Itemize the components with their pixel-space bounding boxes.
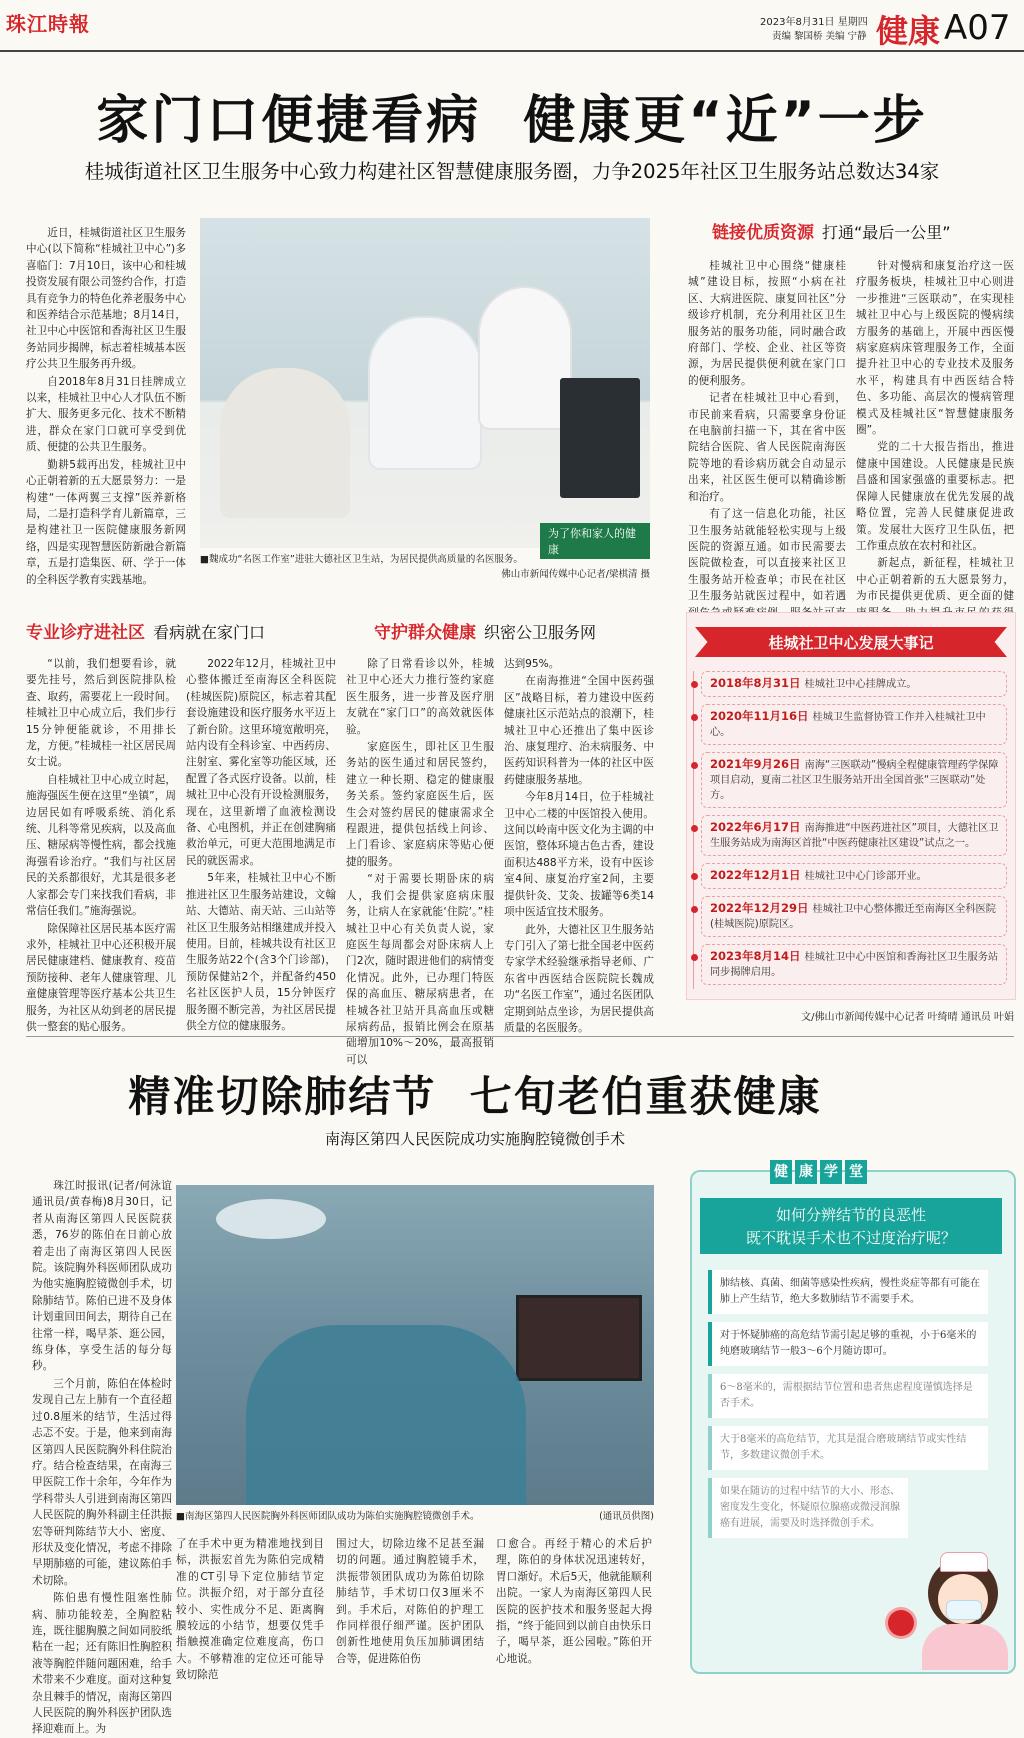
page-number: A07 bbox=[944, 8, 1011, 48]
timeline-event bbox=[701, 704, 1007, 745]
answer-card: 肺结核、真菌、细菌等感染性疾病，慢性炎症等都有可能在肺上产生结节，绝大多数肺结节不需要手术。 bbox=[708, 1270, 988, 1314]
body-para: 家庭医生，即社区卫生服务站的医生通过和居民签约，建立一种长期、稳定的健康服务关系。签约家庭医生后，医生会对签约居民的健康需求全程跟进，提供包括线上问诊、上门看诊、家庭病床等贴心便捷的服务。 bbox=[346, 741, 494, 868]
answer-card: 对于怀疑肺癌的高危结节需引起足够的重视，小于6毫米的纯磨玻璃结节一般3～6个月随访即可。 bbox=[708, 1322, 988, 1366]
body-para: 记者在桂城社卫中心看到，市民前来看病，只需要拿身份证在电脑前扫描一下，其在省中医院结合医院、省人民医院南海医院等地的看诊病历就会自动显示出来，社区医生便可以精确诊断和治疗。 bbox=[688, 392, 846, 503]
virus-illustration bbox=[888, 1610, 914, 1636]
section-link-black: 打通“最后一公里” bbox=[822, 223, 951, 242]
timeline-event bbox=[701, 944, 1007, 985]
badge-char: 健 bbox=[770, 1160, 792, 1184]
timeline-event bbox=[701, 863, 1007, 889]
badge-char: 学 bbox=[820, 1160, 842, 1184]
event-date: 2020年11月16日 bbox=[710, 709, 809, 723]
event-text: 桂城社卫中心门诊部开业。 bbox=[804, 871, 927, 882]
answer-card: 6～8毫米的，需根据结节位置和患者焦虑程度谨慎选择是否手术。 bbox=[708, 1374, 988, 1418]
body-para: 达到95%。 bbox=[504, 658, 560, 670]
photo-sign: 为了你和家人的健康 bbox=[540, 523, 650, 559]
section-guard-red: 守护群众健康 bbox=[374, 623, 476, 643]
event-text: 桂城社卫中心整体搬迁至南海区全科医院(桂城医院)原院区。 bbox=[710, 904, 996, 930]
photo-surgeons bbox=[246, 1325, 526, 1505]
surgery-photo-credit: (通讯员供图) bbox=[599, 1511, 654, 1522]
question-line-2: 既不耽误手术也不过度治疗呢？ bbox=[745, 1229, 956, 1247]
section-specialist-heading bbox=[26, 618, 265, 643]
body-para: 除了日常看诊以外，桂城社卫中心还大力推行签约家庭医生服务，进一步普及医疗朋友就在“家门口”的高效就医体验。 bbox=[346, 658, 494, 736]
section-link-col-a bbox=[688, 258, 846, 603]
clinic-photo-credit: 佛山市新闻传媒中心记者/梁棋清 摄 bbox=[501, 569, 650, 580]
intro-para: 近日，桂城街道社区卫生服务中心(以下简称“桂城社卫中心”)多喜临门：7月10日，该中心和桂城投资发展有限公司签约合作，打造具有竞争力的特色化养老服务中心和医养结合示范基地；8月14日，社卫中心中医馆和香海社区卫生服务站同步揭牌，标志着桂城基本医疗公共卫生服务再升级。 bbox=[26, 227, 186, 371]
timeline-event bbox=[701, 671, 1007, 697]
weekday-text: 星期四 bbox=[837, 17, 868, 28]
body-para: 党的二十大报告指出，推进健康中国建设。人民健康是民族昌盛和国家强盛的重要标志。把保障人民健康放在优先发展的战略位置，完善人民健康促进政策。发展壮大医疗卫生队伍，把工作重点放在农村和社区。 bbox=[856, 441, 1014, 552]
health-class-answers bbox=[708, 1270, 988, 1546]
body-para: “以前，我们想要看诊，就要先挂号，然后到医院排队检查、取药，需要花上一段时间。桂城社卫中心成立后，我们步行15分钟便能就诊，不用排长龙，方便。”桂城桂一社区居民周女士说。 bbox=[26, 658, 176, 769]
section-specialist-col-a bbox=[26, 656, 176, 1033]
masthead-rule bbox=[0, 50, 1024, 52]
section-link-red: 链接优质资源 bbox=[712, 223, 814, 243]
timeline-title: 桂城社卫中心发展大事记 bbox=[768, 634, 934, 652]
badge-char: 康 bbox=[795, 1160, 817, 1184]
body-para: 今年8月14日，位于桂城社卫中心二楼的中医馆投入使用。这间以岭南中医文化为主调的中医馆，整体环境古色古香，建设面积达488平方米，设有中医诊室4间、康复治疗室2间，主要提供针灸、艾灸、拔罐等6类14项中医适宜技术服务。 bbox=[504, 791, 654, 919]
nurse-mask bbox=[946, 1600, 982, 1620]
section-specialist-col-b bbox=[186, 656, 336, 1032]
photo-doctor bbox=[370, 318, 480, 468]
photo-patient bbox=[220, 368, 350, 518]
timeline-list bbox=[687, 671, 1015, 992]
body-para: 除保障社区居民基本医疗需求外，桂城社卫中心还积极开展居民健康建档、健康教育、疫苗预防接种、老年人健康管理、儿童健康管理等医疗基本公共卫生服务，为社区从幼到老的居民提供一整套的贴心服务。 bbox=[26, 922, 176, 1033]
nurse-illustration bbox=[918, 1552, 1012, 1670]
section-link-col-b bbox=[856, 258, 1014, 603]
event-text: 桂城社卫中心中医馆和香海社区卫生服务站同步揭牌启用。 bbox=[710, 952, 999, 978]
paper-logo: 珠江時報 bbox=[6, 12, 90, 36]
nurse-uniform bbox=[922, 1624, 1008, 1670]
photo-nurse bbox=[480, 288, 570, 428]
intro-para: 勤耕5载再出发，桂城社卫中心正朝着新的五大愿景努力：一是构建“一体两翼三支撑”医养新格局，二是打造科学育儿新篇章，三是构建社卫一医院健康服务新网络，四是实现智慧医防新融合新篇章，五是打造集医、研、学于一体的全科医学教育实践基地。 bbox=[26, 458, 186, 586]
body-para: 在南海推进“全国中医药强区”战略目标，着力建设中医药健康社区示范站点的浪潮下，桂城社卫中心还推出了集中医诊治、康复理疗、治未病服务、中医药知识科普为一体的社区中医药健康服务基地。 bbox=[504, 675, 654, 786]
issue-date bbox=[760, 13, 868, 28]
event-date: 2022年12月1日 bbox=[710, 868, 801, 882]
body-para: 2022年12月，桂城社卫中心整体搬迁至南海区全科医院(桂城医院)原院区，标志着其配套设施建设和医疗服务水平迈上了新台阶。这里环境宽敞明亮，站内设有全科诊室、中西药房、注射室、雾化室等功能区域，还配置了各式医疗设备。以前，桂城社卫中心没有开设检测服务，现在，这里新增了血液检测设备、心电图机，并正在创建胸痛救治单元，可更大范围地满足市民的就医需求。 bbox=[186, 658, 336, 867]
answer-card: 大于8毫米的高危结节，尤其是混合磨玻璃结节或实性结节，多数建议微创手术。 bbox=[708, 1426, 988, 1470]
section-guard-col-a bbox=[346, 656, 494, 1066]
timeline-event bbox=[701, 752, 1007, 808]
photo-screen bbox=[516, 1295, 642, 1381]
body-para: 围过大，切除边缘不足甚至漏切的问题。通过胸腔镜手术，洪振带领团队成功为陈伯切除肺结节，手术切口仅3厘米不到。手术后，对陈伯的护理工作同样很仔细严谨。医护团队创新性地使用负压加肺调团结合等，促进陈伯伤 bbox=[336, 1538, 484, 1665]
section-specialist-red: 专业诊疗进社区 bbox=[26, 623, 145, 643]
section-link-heading bbox=[712, 218, 951, 243]
timeline-event bbox=[701, 815, 1007, 856]
body-para: “对于需要长期卧床的病人，我们会提供家庭病床服务，让病人在家就能‘住院’。”桂城社卫中心有关负责人说，家庭医生每周都会对卧床病人上门2次，随时跟进他们的病情变化情况。此外，已办理门特医保的高血压、糖尿病患者，在桂城各社卫站开具高血压或糖尿病药品，报销比例会在原基础增加10%～20%，最高报销可以 bbox=[346, 873, 494, 1066]
section-guard-black: 织密公卫服务网 bbox=[484, 623, 597, 642]
story1-subhead: 桂城街道社区卫生服务中心致力构建社区智慧健康服务圈，力争2025年社区卫生服务站总数达34家 bbox=[84, 160, 940, 183]
body-para: 三个月前，陈伯在体检时发现自己左上肺有一个直径超过0.8厘米的结节，生活过得忐忑不安。于是，他来到南海区第四人民医院胸外科住院治疗。结合检查结果，在南海三甲医院工作十余年，今年作为学科带头人引进到南海区第四人民医院的胸外科副主任洪振宏等研判陈结节大小、密度、形状及变化情况，考虑不排除早期肺癌的可能，建议陈伯手术切除。 bbox=[32, 1377, 172, 1587]
question-line-1: 如何分辨结节的良恶性 bbox=[775, 1206, 926, 1224]
story2-bottom-col-3 bbox=[496, 1536, 652, 1674]
body-para: 陈伯患有慢性阻塞性肺病、肺功能较差，全胸腔粘连，既往腿胸膜之间如同胶纸粘在一起；还有陈旧性胸腔积液等胸腔伴随问题困难，给手术带来不少难度。面对这种复杂且棘手的情况，南海区第四人民医院的胸外科医护团队选择迎难而上。为 bbox=[32, 1592, 172, 1736]
health-class-badge bbox=[770, 1160, 867, 1184]
event-date: 2022年12月29日 bbox=[710, 901, 809, 915]
section-guard-col-b bbox=[504, 656, 654, 1034]
byline: 文/佛山市新闻传媒中心记者 叶绮晴 通讯员 叶娟 bbox=[801, 1012, 1014, 1023]
body-para: 口愈合。再经于精心的术后护理，陈伯的身体状况迅速转好，胃口渐好。术后5天，他就能顺利出院。一家人为南海区第四人民医院的医护技术和服务竖起大拇指，“终于能回到以前自由快乐日子，喝早茶，逛公园啦。”陈伯开心地说。 bbox=[496, 1538, 652, 1665]
event-date: 2018年8月31日 bbox=[710, 676, 801, 690]
event-date: 2021年9月26日 bbox=[710, 757, 801, 771]
event-date: 2023年8月14日 bbox=[710, 949, 801, 963]
event-text: 桂城社卫中心挂牌成立。 bbox=[804, 679, 917, 690]
health-class-question bbox=[700, 1198, 1002, 1254]
event-text: 南海“三医联动”慢病全程健康管理药学保障项目启动，夏南二社区卫生服务站开出全国首张“三医联动”处方。 bbox=[710, 760, 999, 801]
intro-para: 自2018年8月31日挂牌成立以来，桂城社卫中心人才队伍不断扩大、服务更多元化、技术不断精进，群众在家门口就可享受到优质、便捷的公共卫生服务。 bbox=[26, 375, 186, 454]
story1-headline: 家门口便捷看病 健康更“近”一步 bbox=[96, 91, 928, 151]
body-para: 新起点，新征程，桂城社卫中心正朝着新的五大愿景努力，为市民提供更优质、更全面的健 bbox=[856, 557, 1014, 603]
photo-monitor bbox=[560, 378, 640, 498]
body-para: 自桂城社卫中心成立时起，施海强医生便在这里“坐镇”，周边居民如有呼吸系统、消化系统、儿科等常见疾病，以及高血压、糖尿病等慢性病，都会找施海强看诊治疗。“我们与社区居民的关系都很好，尤其是很多老人家都会专门来找我们看病，非常信任我们。”施海强说。 bbox=[26, 773, 176, 918]
timeline-box bbox=[686, 612, 1016, 1000]
masthead bbox=[0, 0, 1024, 52]
photo-surgical-light bbox=[216, 1199, 326, 1239]
surgery-photo-caption: ■南海区第四人民医院胸外科医师团队成功为陈伯实施胸腔镜微创手术。 bbox=[176, 1511, 480, 1522]
body-para: 针对慢病和康复治疗这一医疗服务板块，桂城社卫中心则进一步推进“三医联动”，在实现桂城社卫中心与上级医院的慢病续方服务的基础上，开展中西医慢病家庭病床管理服务工作，全面提升社卫中心的专业技术及服务水平，构建具有中西医结合特色、多功能、高层次的慢病管理模式及桂城社区“智慧健康服务圈”。 bbox=[856, 260, 1014, 437]
surgery-photo bbox=[176, 1185, 654, 1505]
timeline-event bbox=[701, 896, 1007, 937]
section-guard-heading bbox=[374, 618, 596, 643]
answer-card: 如果在随访的过程中结节的大小、形态、密度发生变化，怀疑原位腺癌或微浸润腺癌有进展，需要及时选择微创手术。 bbox=[708, 1478, 908, 1538]
story2-bottom-col-1 bbox=[176, 1536, 324, 1682]
body-para: 有了这一信息化功能，社区卫生服务站就能轻松实现与上级医院的资源互通。如市民需要去医院做检查，可以直接来社区卫生服务站开检查单；市民在社区卫生服务站就医过程中，如若遇 bbox=[688, 508, 846, 603]
nurse-cap bbox=[940, 1552, 988, 1572]
event-text: 南海推进“中医药进社区”项目，大德社区卫生服务站成为南海区首批“中医药健康社区建设”试点之一。 bbox=[710, 823, 999, 849]
section-specialist-black: 看病就在家门口 bbox=[153, 623, 266, 642]
body-para: 桂城社卫中心围绕“健康桂城”建设目标，按照“小病在社区、大病进医院、康复回社区”分级诊疗机制，充分利用社区卫生服务站的服务功能，同时融合政府部门、学校、企业、社区等资源，为居民提供便利就在家门口的便利服务。 bbox=[688, 260, 846, 387]
badge-char: 堂 bbox=[845, 1160, 867, 1184]
section-name: 健康 bbox=[876, 12, 941, 50]
date-text: 2023年8月31日 bbox=[760, 17, 835, 28]
body-para: 5年来，桂城社卫中心不断推进社区卫生服务站建设，文翰站、大德站、南天站、三山站等社区卫生服务站相继建成并投入使用。目前，桂城共设有社区卫生服务站22个(含3个门诊部)，预防保健站2个，并配备约450名社区医护人员，15分钟医疗服务圈不断完善，为社区居民提供全方位的健康服务。 bbox=[186, 872, 336, 1032]
story2-subhead: 南海区第四人民医院成功实施胸腔镜微创手术 bbox=[324, 1130, 625, 1148]
event-date: 2022年6月17日 bbox=[710, 820, 801, 834]
body-para: 珠江时报讯(记者/何泳谊 通讯员/黄春梅)8月30日，记者从南海区第四人民医院获悉，76岁的陈伯在日前心放着走出了南海区第四人民医院。该院胸外科医师团队成功为他实施胸腔镜微创手术，切除肺结节。陈伯已进不及身体计划重回田间去，期待自己在往常一样，喝早茶、逛公园，练身体，享受生活的每分每秒。 bbox=[32, 1180, 172, 1373]
clinic-photo bbox=[200, 218, 650, 556]
health-class-box bbox=[690, 1164, 1016, 1674]
story2-left-col bbox=[32, 1178, 172, 1736]
body-para: 此外，大德社区卫生服务站专门引入了第七批全国老中医药专家学术经验继承指导老师、广东省中西医结合医院院长魏成功“名医工作室”，通过名医团队定期到站点坐诊，为居民提供高质量的名医服务。 bbox=[504, 923, 654, 1034]
story2-headline: 精准切除肺结节 七旬老伯重获健康 bbox=[128, 1072, 822, 1121]
body-para: 了在手术中更为精准地找到目标，洪振宏首先为陈伯完成精准的CT引导下定位肺结节定位。洪振介绍，对于部分直径较小、实性成分不足、距离胸膜较远的小结节，想要仅凭手指触摸准确定位难度高，伤口大。不够精准的定位还可能导致切除范 bbox=[176, 1538, 324, 1682]
event-text: 桂城卫生监督协管工作并入桂城社卫中心。 bbox=[710, 712, 986, 738]
story-divider bbox=[26, 1036, 1014, 1037]
story1-intro bbox=[26, 225, 186, 586]
clinic-photo-caption: ■魏成功“名医工作室”进驻大德社区卫生站，为居民提供高质量的名医服务。 bbox=[200, 554, 523, 565]
story2-bottom-col-2 bbox=[336, 1536, 484, 1674]
editors: 责编 黎国桥 美编 宁静 bbox=[772, 31, 867, 42]
